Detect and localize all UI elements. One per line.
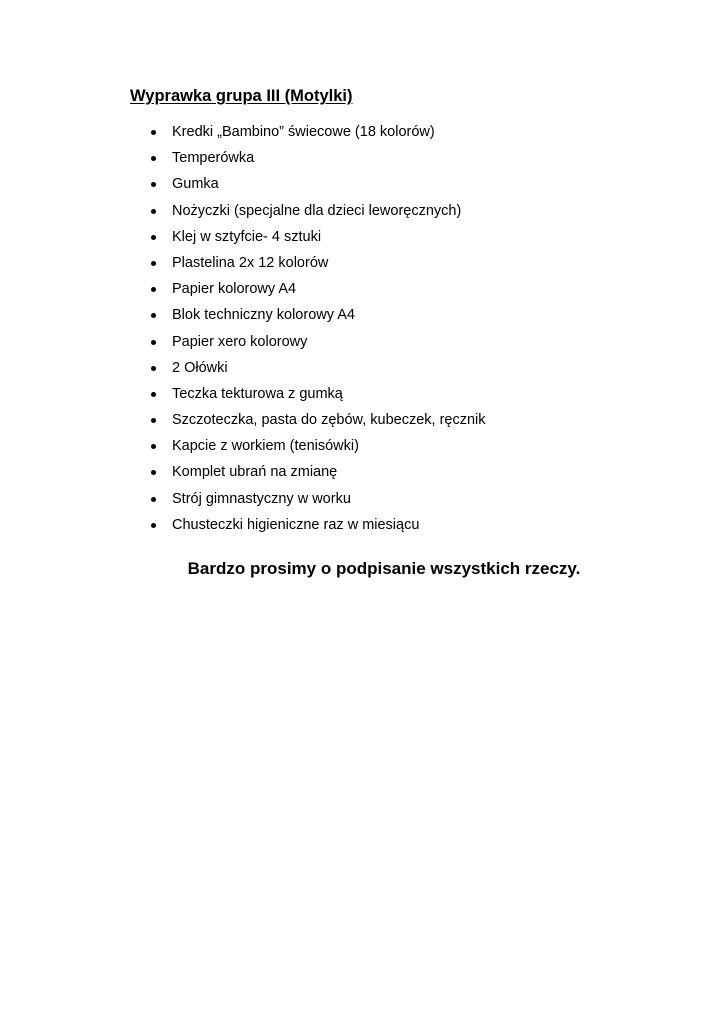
bullet-dot-icon: [151, 130, 156, 135]
list-item-text: Papier kolorowy A4: [172, 281, 297, 298]
list-item-text: Kredki „Bambino” świecowe (18 kolorów): [172, 124, 435, 140]
list-item-text: Teczka tekturowa z gumką: [172, 385, 343, 402]
footer-note: Bardzo prosimy o podpisanie wszystkich rzeczy.: [187, 559, 581, 578]
bullet-dot-icon: [151, 209, 156, 214]
bullet-dot-icon: [151, 497, 156, 502]
list-item-text: Kapcie z workiem (tenisówki): [172, 438, 359, 455]
bullet-dot-icon: [151, 235, 156, 240]
bullet-dot-icon: [151, 444, 156, 449]
list-item-text: Blok techniczny kolorowy A4: [172, 307, 355, 324]
list-item-text: Gumka: [172, 176, 219, 193]
bullet-dot-icon: [151, 366, 156, 371]
bullet-dot-icon: [151, 470, 156, 475]
list-item-text: Nożyczki (specjalne dla dzieci leworęcznych): [172, 202, 462, 219]
bullet-dot-icon: [151, 523, 156, 528]
list-item-text: Strój gimnastyczny w worku: [172, 490, 351, 507]
list-item-text: Klej w sztyfcie- 4 sztuki: [172, 228, 322, 245]
list-item-text: Plastelina 2x 12 kolorów: [172, 254, 329, 271]
list-item-text: Chusteczki higieniczne raz w miesiącu: [172, 516, 420, 533]
bullet-dot-icon: [151, 182, 156, 187]
list-item-text: Temperówka: [172, 150, 255, 167]
bullet-dot-icon: [151, 340, 156, 345]
bullet-dot-icon: [151, 287, 156, 292]
list-item-text: 2 Ołówki: [172, 359, 228, 376]
list-item-text: Szczoteczka, pasta do zębów, kubeczek, ręcznik: [172, 412, 486, 429]
bullet-dot-icon: [151, 156, 156, 161]
bullet-dot-icon: [151, 313, 156, 318]
bullet-dot-icon: [151, 418, 156, 423]
bullet-dot-icon: [151, 392, 156, 397]
document-title: Wyprawka grupa III (Motylki): [130, 87, 353, 105]
bullet-dot-icon: [151, 261, 156, 266]
list-item-text: Komplet ubrań na zmianę: [172, 464, 338, 481]
list-item-text: Papier xero kolorowy: [172, 333, 308, 350]
